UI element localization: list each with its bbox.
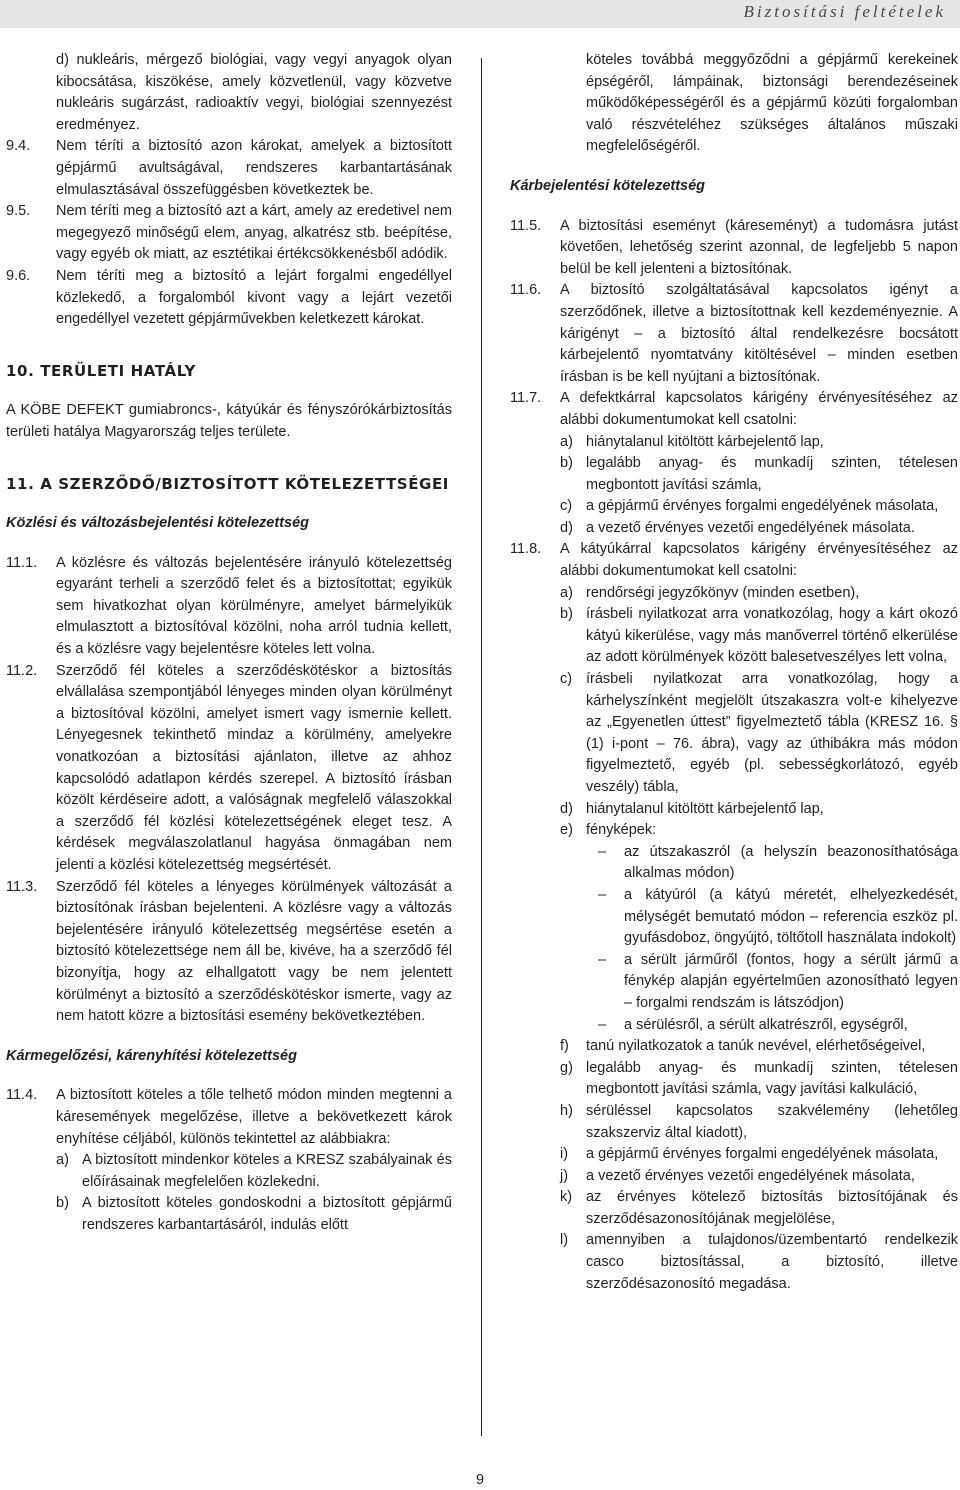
- sub-text: tanú nyilatkozatok a tanúk nevével, elérhetőségeivel,: [586, 1038, 926, 1055]
- item-text: Szerződő fél köteles a szerződéskötéskor a biztosítás elvállalása szempontjából lényeges minden olyan körülményt a biztosítóval közölni, amelyet ismert vagy ismernie kellett. Lényegesnek tekinthető mindaz a körülmény, amelyekre vonatkozóan a biztosítási ajánlaton, illetve az ahhoz kapcsolódó adatlapon kérdés szerepel. A biztosító írásban közölt kérdéseire adott, a valóságnak megfelelő válaszokkal a szerződő fél közlési kötelezettségének eleget tesz. A kérdések megválaszolatlanul hagyása önmagában nem jelenti a közlési kötelezettség megsértését.: [56, 662, 452, 873]
- item-11-8-c: [560, 669, 958, 799]
- sub-label: j): [560, 1167, 569, 1184]
- sub-label: d): [560, 800, 573, 817]
- photo-item-damage: [586, 1015, 958, 1037]
- left-column: [6, 50, 452, 1237]
- item-11-8-d: [560, 799, 958, 821]
- sub-text: írásbeli nyilatkozat arra vonatkozólag, hogy a kárt okozó kátyú kikerülése, vagy más manőverrel történő elkerülése az adott körülmények között balesetveszélyes lett volna,: [586, 606, 958, 666]
- dash-label: –: [598, 843, 607, 860]
- sub-label: a): [56, 1152, 69, 1169]
- item-11-8-f: [560, 1036, 958, 1058]
- item-11-8-k: [560, 1187, 958, 1230]
- subheading-claim-reporting: Kárbejelentési kötelezettség: [510, 177, 706, 194]
- dash-text: a kátyúról (a kátyú méretét, elhelyezkedését, mélységét bemutató módon – referencia eszköz pl. gyufásdoboz, öngyújtó, töltőtoll használata indokolt): [624, 886, 958, 947]
- item-text: A kátyúkárral kapcsolatos kárigény érvényesítéséhez az alábbi dokumentumokat kell csatolni:: [560, 541, 958, 580]
- item-number: 11.2.: [6, 662, 38, 679]
- item-11-2: [6, 661, 452, 877]
- sub-label: c): [560, 671, 573, 688]
- sub-text: sérüléssel kapcsolatos szakvélemény (lehetőleg szakszerviz által kiadott),: [586, 1102, 958, 1141]
- section-10-text: A KÖBE DEFEKT gumiabroncs-, kátyúkár és fényszórókárbiztosítás területi hatálya Magyarország teljes területe.: [6, 402, 452, 440]
- item-11-8-i: [560, 1144, 958, 1166]
- sub-label: e): [560, 822, 573, 839]
- sub-text: az érvényes kötelező biztosítás biztosítójának és szerződésazonosítójának megjelölése,: [586, 1189, 958, 1227]
- item-11-8-l: [560, 1230, 958, 1295]
- item-text: A defektkárral kapcsolatos kárigény érvényesítéséhez az alábbi dokumentumokat kell csatolni:: [560, 390, 958, 428]
- item-number: 11.3.: [6, 878, 38, 895]
- item-number: 11.8.: [510, 541, 542, 558]
- sub-text: A biztosított köteles gondoskodni a biztosított gépjármű rendszeres karbantartásáról, indulás előtt: [82, 1195, 452, 1233]
- photo-item-road-section: [586, 842, 958, 885]
- dash-text: az útszakaszról (a helyszín beazonosíthatósága alkalmas módon): [624, 843, 958, 882]
- sub-label: g): [560, 1059, 573, 1076]
- sub-text: rendőrségi jegyzőkönyv (minden esetben),: [586, 584, 860, 601]
- sub-text: hiánytalanul kitöltött kárbejelentő lap,: [586, 433, 824, 450]
- sub-text: fényképek:: [586, 822, 657, 839]
- item-11-8-e: [560, 820, 958, 1036]
- item-text: A biztosító szolgáltatásával kapcsolatos igényt a szerződőnek, illetve a biztosítottnak kell kezdeményeznie. A kárigényt – a biztosító által rendelkezésre bocsátott kárbejelentő nyomtatvány kitöltésével – minden esetben írásban is be kell nyújtani a biztosítónak.: [560, 282, 958, 385]
- sub-label: h): [560, 1102, 573, 1119]
- item-text: Nem téríti a biztosító azon károkat, amelyek a biztosított gépjármű avultságával, rendszeres karbantartásának elmulasztásával összefüggésben következtek be.: [56, 138, 452, 198]
- sub-text: a vezető érvényes vezetői engedélyének másolata.: [586, 519, 915, 536]
- sub-text: a vezető érvényes vezetői engedélyének másolata,: [586, 1167, 915, 1184]
- item-11-4-b-continuation: köteles továbbá meggyőződni a gépjármű kerekeinek épségéről, lámpáinak, biztonsági berendezéseinek működőképességéről és a gépjármű közúti forgalomban való részvételéhez szükséges általános műszaki megfelelőségéről.: [586, 52, 958, 155]
- item-number: 9.6.: [6, 267, 31, 284]
- item-number: 11.1.: [6, 554, 38, 571]
- item-text: A biztosítási eseményt (káreseményt) a tudomásra jutást követően, lehetőség szerint azonnal, de legfeljebb 5 napon belül be kell jelenteni a biztosítónak.: [560, 217, 958, 277]
- sub-label: a): [560, 584, 573, 601]
- dash-text: a sérült járműről (fontos, hogy a sérült jármű a fénykép alapján egyértelműen azonosítható legyen – forgalmi rendszám is látszódjon): [624, 951, 958, 1011]
- photo-item-vehicle: [586, 950, 958, 1015]
- item-9-4: [6, 136, 452, 201]
- item-11-6: [510, 280, 958, 388]
- right-column: [510, 50, 958, 1295]
- dash-label: –: [598, 1016, 607, 1033]
- item-11-3: [6, 877, 452, 1028]
- sub-text: a gépjármű érvényes forgalmi engedélyének másolata,: [586, 498, 939, 515]
- item-11-8-h: [560, 1101, 958, 1144]
- sub-label: f): [560, 1038, 569, 1055]
- item-number: 11.5.: [510, 217, 542, 234]
- item-11-7-a: [560, 432, 958, 454]
- item-11-8: [510, 539, 958, 1295]
- item-11-1: [6, 553, 452, 661]
- item-11-5: [510, 216, 958, 281]
- sub-label: a): [560, 433, 573, 450]
- item-text: Nem téríti meg a biztosító a lejárt forgalmi engedéllyel közlekedő, a forgalomból kivont vagy a lejárt vezetői engedéllyel vezetett gépjárművekben keletkezett károkat.: [56, 267, 452, 328]
- sub-text: hiánytalanul kitöltött kárbejelentő lap,: [586, 800, 824, 817]
- sub-text: legalább anyag- és munkadíj szinten, tételesen megbontott javítási számla,: [586, 455, 958, 493]
- photo-item-pothole: [586, 885, 958, 950]
- section-11-heading: 11. A SZERZŐDŐ/BIZTOSÍTOTT KÖTELEZETTSÉGEI: [6, 474, 449, 493]
- item-9-6: [6, 266, 452, 331]
- item-text: A biztosított köteles a tőle telhető módon minden megtenni a káresemények megelőzése, illetve a bekövetkezett károk enyhítése céljából, különös tekintettel az alábbiakra:: [56, 1087, 452, 1147]
- subheading-damage-prevention: Kármegelőzési, kárenyhítési kötelezettség: [6, 1047, 297, 1064]
- item-11-8-a: [560, 583, 958, 605]
- item-number: 9.4.: [6, 138, 31, 155]
- item-11-8-b: [560, 604, 958, 669]
- sub-label: b): [56, 1195, 69, 1212]
- sub-text: amennyiben a tulajdonos/üzembentartó rendelkezik casco biztosítással, a biztosító, illetve szerződésazonosító megadása.: [586, 1232, 958, 1292]
- item-text: A közlésre és változás bejelentésére irányuló kötelezettség egyaránt terheli a szerződő felet és a biztosítottat; egyikük sem hivatkozhat olyan körülményre, amelyet bármelyikük elmulasztott a biztosítóval közölni, noha arról tudnia kellett, és a közlésre vagy bejelentésre köteles lett volna.: [56, 554, 452, 658]
- item-number: 11.4.: [6, 1087, 38, 1104]
- sub-label: k): [560, 1189, 573, 1206]
- sub-label: l): [560, 1232, 569, 1249]
- dash-label: –: [598, 886, 607, 903]
- section-10-heading: 10. TERÜLETI HATÁLY: [6, 361, 197, 380]
- item-11-4-a: [56, 1150, 452, 1193]
- item-11-7: [510, 388, 958, 539]
- item-text: Nem téríti meg a biztosító azt a kárt, amely az eredetivel nem megegyező minőségű elem, anyag, alkatrész stb. beépítése, vagy egyéb ok miatt, az esztétikai értékcsökkenésből adódik.: [56, 203, 452, 263]
- sub-label: i): [560, 1146, 569, 1163]
- column-divider: [481, 58, 482, 1436]
- sub-text: legalább anyag- és munkadíj szinten, tételesen megbontott javítási számla, vagy javítási kalkuláció,: [586, 1059, 958, 1098]
- page-number: 9: [475, 1472, 485, 1488]
- sub-text: írásbeli nyilatkozat arra vonatkozólag, hogy a kárhelyszínként megjelölt útszakaszra volt-e kihelyezve az „Egyenetlen úttest” figyelmeztető tábla (KRESZ 16. § (1) i-pont – 76. ábra), vagy az úthibákra más módon figyelmeztető, egyéb (pl. sebességkorlátozó, egyéb veszély) tábla,: [586, 671, 958, 795]
- sub-label: c): [560, 498, 573, 515]
- item-text: Szerződő fél köteles a lényeges körülmények változását a biztosítónak írásban bejelenteni. A közlésre vagy a változás bejelentésére irányuló kötelezettség megsértése esetén a biztosító kötelezettsége nem áll be, kivéve, ha a szerződő fél bizonyítja, hogy az elhallgatott vagy be nem jelentett körülményt a biztosító a szerződéskötéskor ismerte, vagy az nem hatott közre a biztosítási esemény bekövetkeztében.: [56, 878, 452, 1025]
- item-number: 11.6.: [510, 282, 542, 299]
- sub-label: b): [560, 455, 573, 472]
- sub-label: b): [560, 606, 573, 623]
- item-11-4-b: [56, 1193, 452, 1236]
- item-9-3-d-continuation: d) nukleáris, mérgező biológiai, vagy vegyi anyagok olyan kibocsátása, kiszökése, amely közvetlenül, vagy közvetve nukleáris sugárzást, radioaktív vegyi, biológiai szennyezést eredményez.: [56, 52, 452, 133]
- subheading-disclosure: Közlési és változásbejelentési kötelezettség: [6, 515, 310, 532]
- item-11-7-b: [560, 453, 958, 496]
- item-11-4: [6, 1085, 452, 1236]
- header-band: [0, 0, 960, 28]
- item-11-8-g: [560, 1058, 958, 1101]
- sub-label: d): [560, 519, 573, 536]
- sub-text: a gépjármű érvényes forgalmi engedélyének másolata,: [586, 1146, 939, 1163]
- dash-text: a sérülésről, a sérült alkatrészről, egységről,: [624, 1016, 908, 1033]
- running-header-title: Biztosítási feltételek: [743, 2, 946, 21]
- item-11-7-c: [560, 496, 958, 518]
- item-9-5: [6, 201, 452, 266]
- item-11-8-j: [560, 1166, 958, 1188]
- sub-text: A biztosított mindenkor köteles a KRESZ szabályainak és előírásainak megfelelően közlekedni.: [82, 1152, 452, 1190]
- item-number: 9.5.: [6, 203, 31, 220]
- dash-label: –: [598, 951, 607, 968]
- item-number: 11.7.: [510, 390, 542, 407]
- item-11-7-d: [560, 518, 958, 540]
